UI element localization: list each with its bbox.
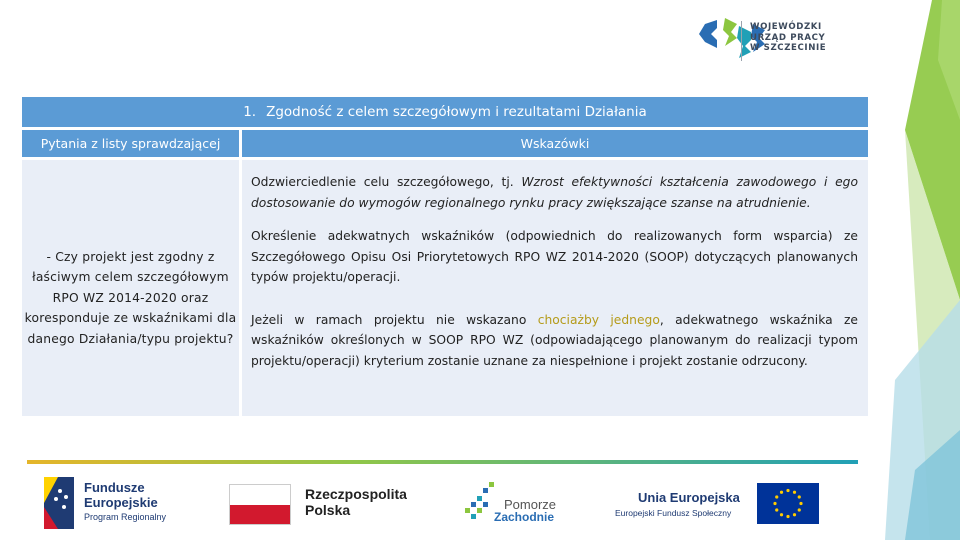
table-row [22,160,868,416]
fe-line-1: Fundusze [84,480,145,495]
fundusze-europejskie-icon [44,477,74,529]
table-header-row [22,130,868,160]
p3-lead: Jeżeli w ramach projektu nie wskazano [251,312,538,327]
criteria-table [22,97,868,416]
question-cell [22,160,242,416]
eu-star [799,502,802,505]
p1-italic: Wzrost efektywności kształcenia zawodowego i ego dostosowanie do wymogów regionalnego rynku pracy zwiększające szanse na atrudnienie. [251,175,858,210]
eu-flag-icon [757,483,819,524]
eu-star [798,508,801,511]
p3-highlight: chociażby jednego [537,312,660,327]
p1-lead: Odzwierciedlenie celu szczegółowego, tj. [251,175,522,189]
eu-star [786,489,789,492]
eu-star [793,491,796,494]
pl-line-1: Rzeczpospolita [305,486,407,502]
unia-europejska-title: Unia Europejska [638,490,740,505]
column-header-questions: Pytania z listy sprawdzającej [22,130,242,157]
guidance-paragraph-1 [251,172,858,213]
pl-line-2: Polska [305,501,351,518]
fundusze-europejskie-title [84,480,158,510]
p3-rest: , adekwatnego wskaźnika ze wskaźników określonych w SOOP RPO WZ (odpowiadającego planowanym do realizacji typom projektu/operacji) kryterium zostanie uznane za niespełnione i projekt zostanie odrzucony. [251,312,859,368]
eu-star [780,491,783,494]
logo-line-3: W SZCZECINIE [750,43,827,53]
eu-star [798,495,801,498]
eu-star [780,513,783,516]
fe-subtitle: Program Regionalny [84,512,167,522]
pomorze-text: Pomorze [504,497,557,512]
polish-flag-icon [229,484,291,525]
logo-line-2: URZĄD PRACY [750,32,826,43]
question-text: - Czy projekt jest zgodny z łaściwym celem szczegółowym RPO WZ 2014-2020 oraz koresponduje ze wskaźnikami dla danego Działania/typu projektu? [24,249,237,346]
efs-subtitle: Europejski Fundusz Społeczny [615,508,732,518]
rzeczpospolita-polska-title [305,487,407,518]
guidance-paragraph-3 [251,310,858,372]
zachodnie-text: Zachodnie [494,510,555,524]
table-title-row [22,97,868,130]
eu-star [786,515,789,518]
logo-line-1: WOJEWÓDZKI [750,22,822,32]
guidance-cell [242,160,868,416]
column-header-guidance: Wskazówki [242,130,868,157]
fe-line-2: Europejskie [84,495,158,510]
eu-star [773,502,776,505]
eu-star [775,495,778,498]
title-number: 1. [243,104,257,120]
eu-star [775,508,778,511]
wup-logo-text [750,22,826,54]
eu-star [793,513,796,516]
table-title: Zgodność z celem szczegółowym i rezultatami Działania [266,104,647,120]
guidance-paragraph-2: Określenie adekwatnych wskaźników (odpowiednich do realizowanych form wsparcia) ze Szczegółowego Opisu Osi Priorytetowych RPO WZ 2014-2020 (SOOP) dotyczących planowanych typów projektu/operacji. [251,229,858,284]
footer-divider [27,460,858,464]
logo-divider [741,21,742,61]
